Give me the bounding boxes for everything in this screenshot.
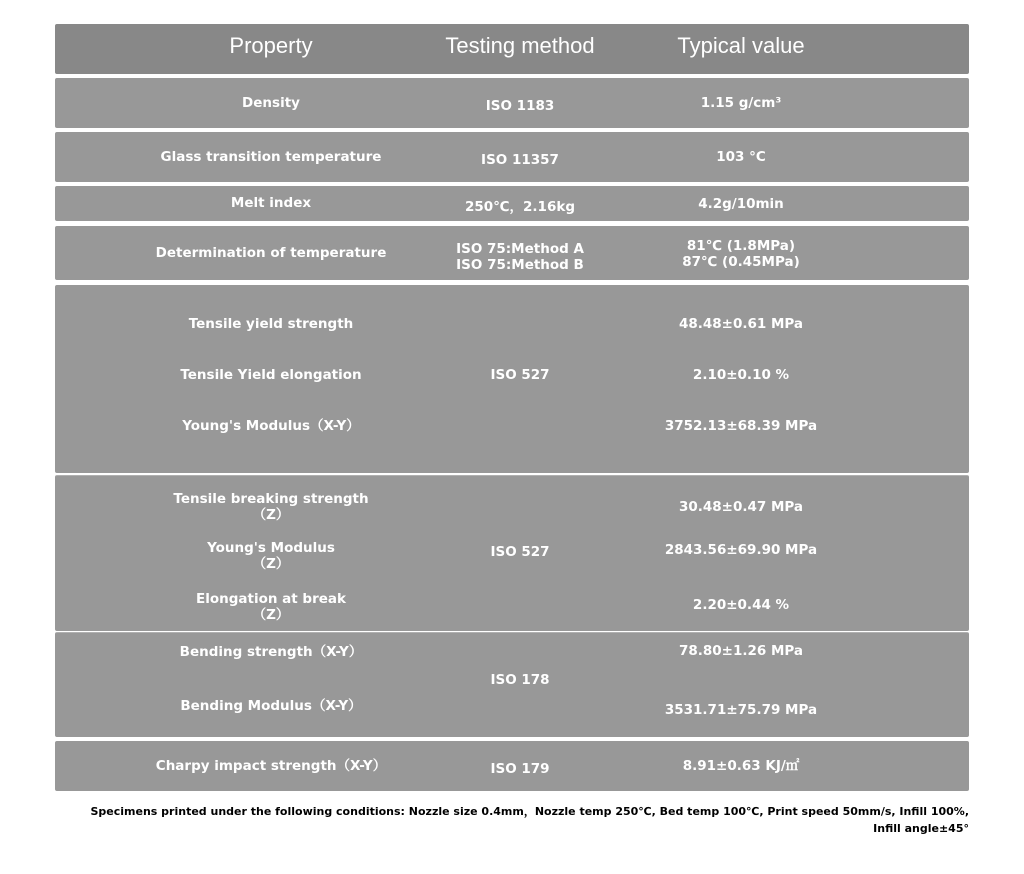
table-row-determination-temperature: [55, 226, 969, 280]
property-cell: Density: [242, 95, 300, 111]
method-cell: ISO 527: [490, 544, 550, 560]
header-testing-method: Testing method: [445, 33, 595, 58]
property-cell: Determination of temperature: [155, 245, 387, 261]
method-cell: ISO 527: [490, 367, 550, 383]
value-line-b: 87℃ (0.45MPa): [682, 254, 800, 270]
method-cell: ISO 11357: [481, 152, 559, 168]
header-property: Property: [229, 33, 313, 58]
value-cell: 2843.56±69.90 MPa: [664, 542, 818, 558]
property-cell: Tensile Yield elongation: [180, 367, 362, 383]
value-cell: [682, 238, 800, 270]
value-cell: 4.2g/10min: [698, 196, 784, 212]
value-cell: 103 °C: [716, 149, 766, 165]
method-line-a: ISO 75:Method A: [456, 241, 584, 257]
method-cell: ISO 178: [490, 672, 550, 688]
property-line: （Z）: [252, 607, 290, 623]
property-line: Young's Modulus: [207, 540, 335, 556]
table-group-tensile-xy: [55, 285, 969, 473]
method-line-b: ISO 75:Method B: [456, 257, 584, 273]
value-cell: 3752.13±68.39 MPa: [664, 418, 818, 434]
property-line: Tensile breaking strength: [173, 491, 369, 507]
property-cell: [196, 591, 346, 623]
table-row-density: [55, 78, 969, 128]
value-cell: 2.10±0.10 %: [692, 367, 790, 383]
value-cell: 3531.71±75.79 MPa: [664, 702, 818, 718]
table-group-bending: [55, 632, 969, 737]
table-row-charpy: [55, 741, 969, 791]
value-cell: 48.48±0.61 MPa: [678, 316, 804, 332]
property-line: （Z）: [252, 507, 290, 523]
property-line: （Z）: [252, 556, 290, 572]
property-cell: Young's Modulus（X-Y）: [182, 418, 360, 434]
note-line-1: Specimens printed under the following conditions: Nozzle size 0.4mm，Nozzle temp 250℃, Bed temp 100℃, Print speed 50mm/s, Infill 100%,: [90, 805, 969, 818]
method-cell: [456, 241, 584, 273]
property-cell: Bending strength（X-Y）: [179, 644, 363, 660]
value-cell: 2.20±0.44 %: [692, 597, 790, 613]
specimen-conditions-note: [69, 803, 969, 837]
property-cell: Bending Modulus（X-Y）: [180, 698, 362, 714]
table-row-glass-transition: [55, 132, 969, 182]
value-line-a: 81℃ (1.8MPa): [686, 238, 796, 254]
method-cell: 250℃，2.16kg: [465, 199, 575, 215]
property-line: Elongation at break: [195, 591, 347, 607]
note-line-2: Infill angle±45°: [873, 822, 969, 835]
property-cell: [207, 540, 335, 572]
property-cell: Glass transition temperature: [160, 149, 382, 165]
property-cell: Tensile yield strength: [188, 316, 354, 332]
table-row-melt-index: [55, 186, 969, 221]
method-cell: ISO 1183: [485, 98, 555, 114]
property-cell: Melt index: [230, 195, 312, 211]
value-cell: 78.80±1.26 MPa: [678, 643, 804, 659]
table-header: [55, 24, 969, 74]
value-cell: 1.15 g/cm³: [700, 95, 782, 111]
method-cell: ISO 179: [490, 761, 550, 777]
table-group-tensile-z: [55, 475, 969, 631]
value-cell: 30.48±0.47 MPa: [678, 499, 804, 515]
property-cell: [173, 491, 368, 523]
header-typical-value: Typical value: [677, 33, 805, 58]
property-cell: Charpy impact strength（X-Y）: [155, 758, 387, 774]
value-cell: 8.91±0.63 KJ/㎡: [682, 758, 800, 774]
